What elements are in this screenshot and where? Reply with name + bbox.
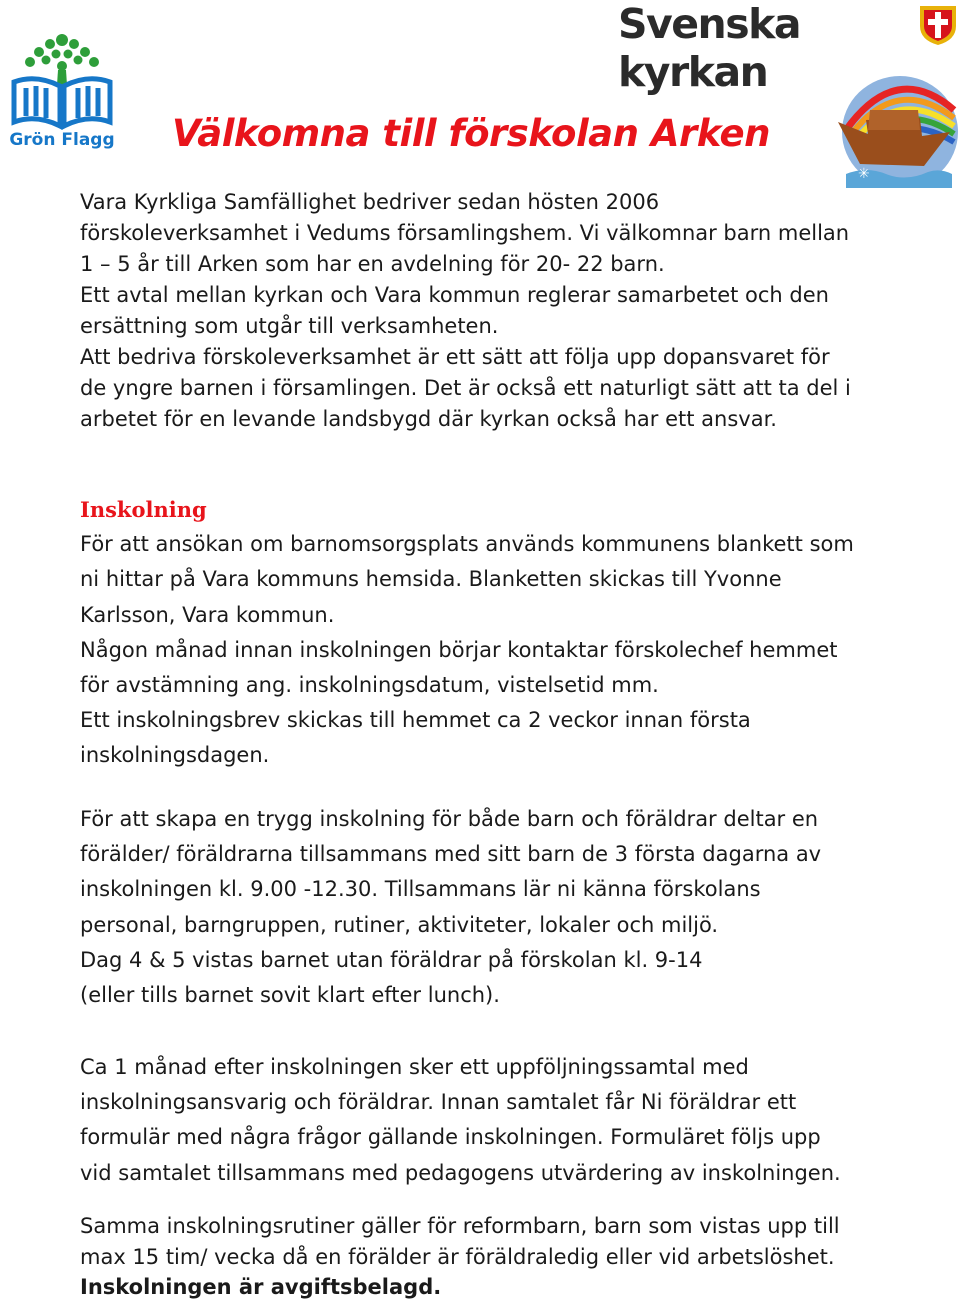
body-line: inskolningsdagen. (80, 743, 270, 768)
gron-flagg-text: Grön Flagg (9, 130, 115, 150)
body-line: Dag 4 & 5 vistas barnet utan föräldrar på förskolan kl. 9-14 (80, 947, 703, 972)
body-line: Ca 1 månad efter inskolningen sker ett uppföljningssamtal med (80, 1055, 749, 1079)
svg-text:✳: ✳ (938, 80, 950, 96)
intro-line: Ett avtal mellan kyrkan och Vara kommun reglerar samarbetet och den (80, 283, 829, 307)
body-line: ni hittar på Vara kommuns hemsida. Blanketten skickas till Yvonne (80, 567, 782, 592)
svenska-kyrkan-logo-text: Svenska kyrkan (618, 0, 801, 96)
intro-paragraph (80, 187, 910, 435)
intro-line: förskoleverksamhet i Vedums församlingshem. Vi välkomnar barn mellan (80, 221, 850, 245)
section-heading: Inskolning (80, 497, 207, 522)
body-line: vid samtalet tillsammans med pedagogens utvärdering av inskolningen. (80, 1160, 841, 1185)
intro-line: ersättning som utgår till verksamheten. (80, 314, 499, 338)
body-line: inskolningen kl. 9.00 -12.30. Tillsammans lär ni känna förskolans (80, 877, 761, 902)
intro-line: Att bedriva förskoleverksamhet är ett sätt att följa upp dopansvaret för (80, 345, 830, 369)
church-crest-icon (918, 2, 958, 46)
follow-up-paragraph (80, 1050, 910, 1191)
page-title: Välkomna till förskolan Arken (172, 112, 770, 155)
inskolning-section (80, 492, 910, 774)
body-line: max 15 tim/ vecka då en förälder är föräldraledig eller vid arbetslöshet. (80, 1244, 835, 1269)
body-line: förälder/ föräldrarna tillsammans med sitt barn de 3 första dagarna av (80, 842, 822, 867)
svg-text:✳: ✳ (858, 166, 870, 182)
body-line: personal, barngruppen, rutiner, aktiviteter, lokaler och miljö. (80, 912, 719, 937)
parent-participation-paragraph (80, 802, 910, 1013)
reform-children-paragraph (80, 1211, 910, 1303)
body-line: För att skapa en trygg inskolning för både barn och föräldrar deltar en (80, 807, 819, 831)
intro-line: arbetet för en levande landsbygd där kyrkan också har ett ansvar. (80, 407, 777, 431)
body-line: Karlsson, Vara kommun. (80, 602, 335, 627)
book-icon (14, 79, 110, 126)
body-line: Någon månad innan inskolningen börjar kontaktar förskolechef hemmet (80, 637, 838, 662)
body-line: För att ansökan om barnomsorgsplats används kommunens blankett som (80, 532, 854, 557)
gron-flagg-logo (6, 30, 118, 155)
fee-notice: Inskolningen är avgiftsbelagd. (80, 1275, 442, 1299)
noahs-ark-illustration (836, 70, 958, 188)
intro-line: Vara Kyrkliga Samfällighet bedriver sedan hösten 2006 (80, 190, 660, 214)
intro-line: de yngre barnen i församlingen. Det är också ett naturligt sätt att ta del i (80, 376, 851, 400)
intro-line: 1 – 5 år till Arken som har en avdelning för 20- 22 barn. (80, 252, 665, 276)
body-line: Ett inskolningsbrev skickas till hemmet ca 2 veckor innan första (80, 708, 751, 733)
body-line: formulär med några frågor gällande inskolningen. Formuläret följs upp (80, 1125, 821, 1150)
body-line: (eller tills barnet sovit klart efter lunch). (80, 983, 500, 1008)
body-line: för avstämning ang. inskolningsdatum, vistelsetid mm. (80, 673, 659, 698)
body-line: inskolningsansvarig och föräldrar. Innan samtalet får Ni föräldrar ett (80, 1090, 797, 1115)
body-line: Samma inskolningsrutiner gäller för reformbarn, barn som vistas upp till (80, 1214, 840, 1238)
